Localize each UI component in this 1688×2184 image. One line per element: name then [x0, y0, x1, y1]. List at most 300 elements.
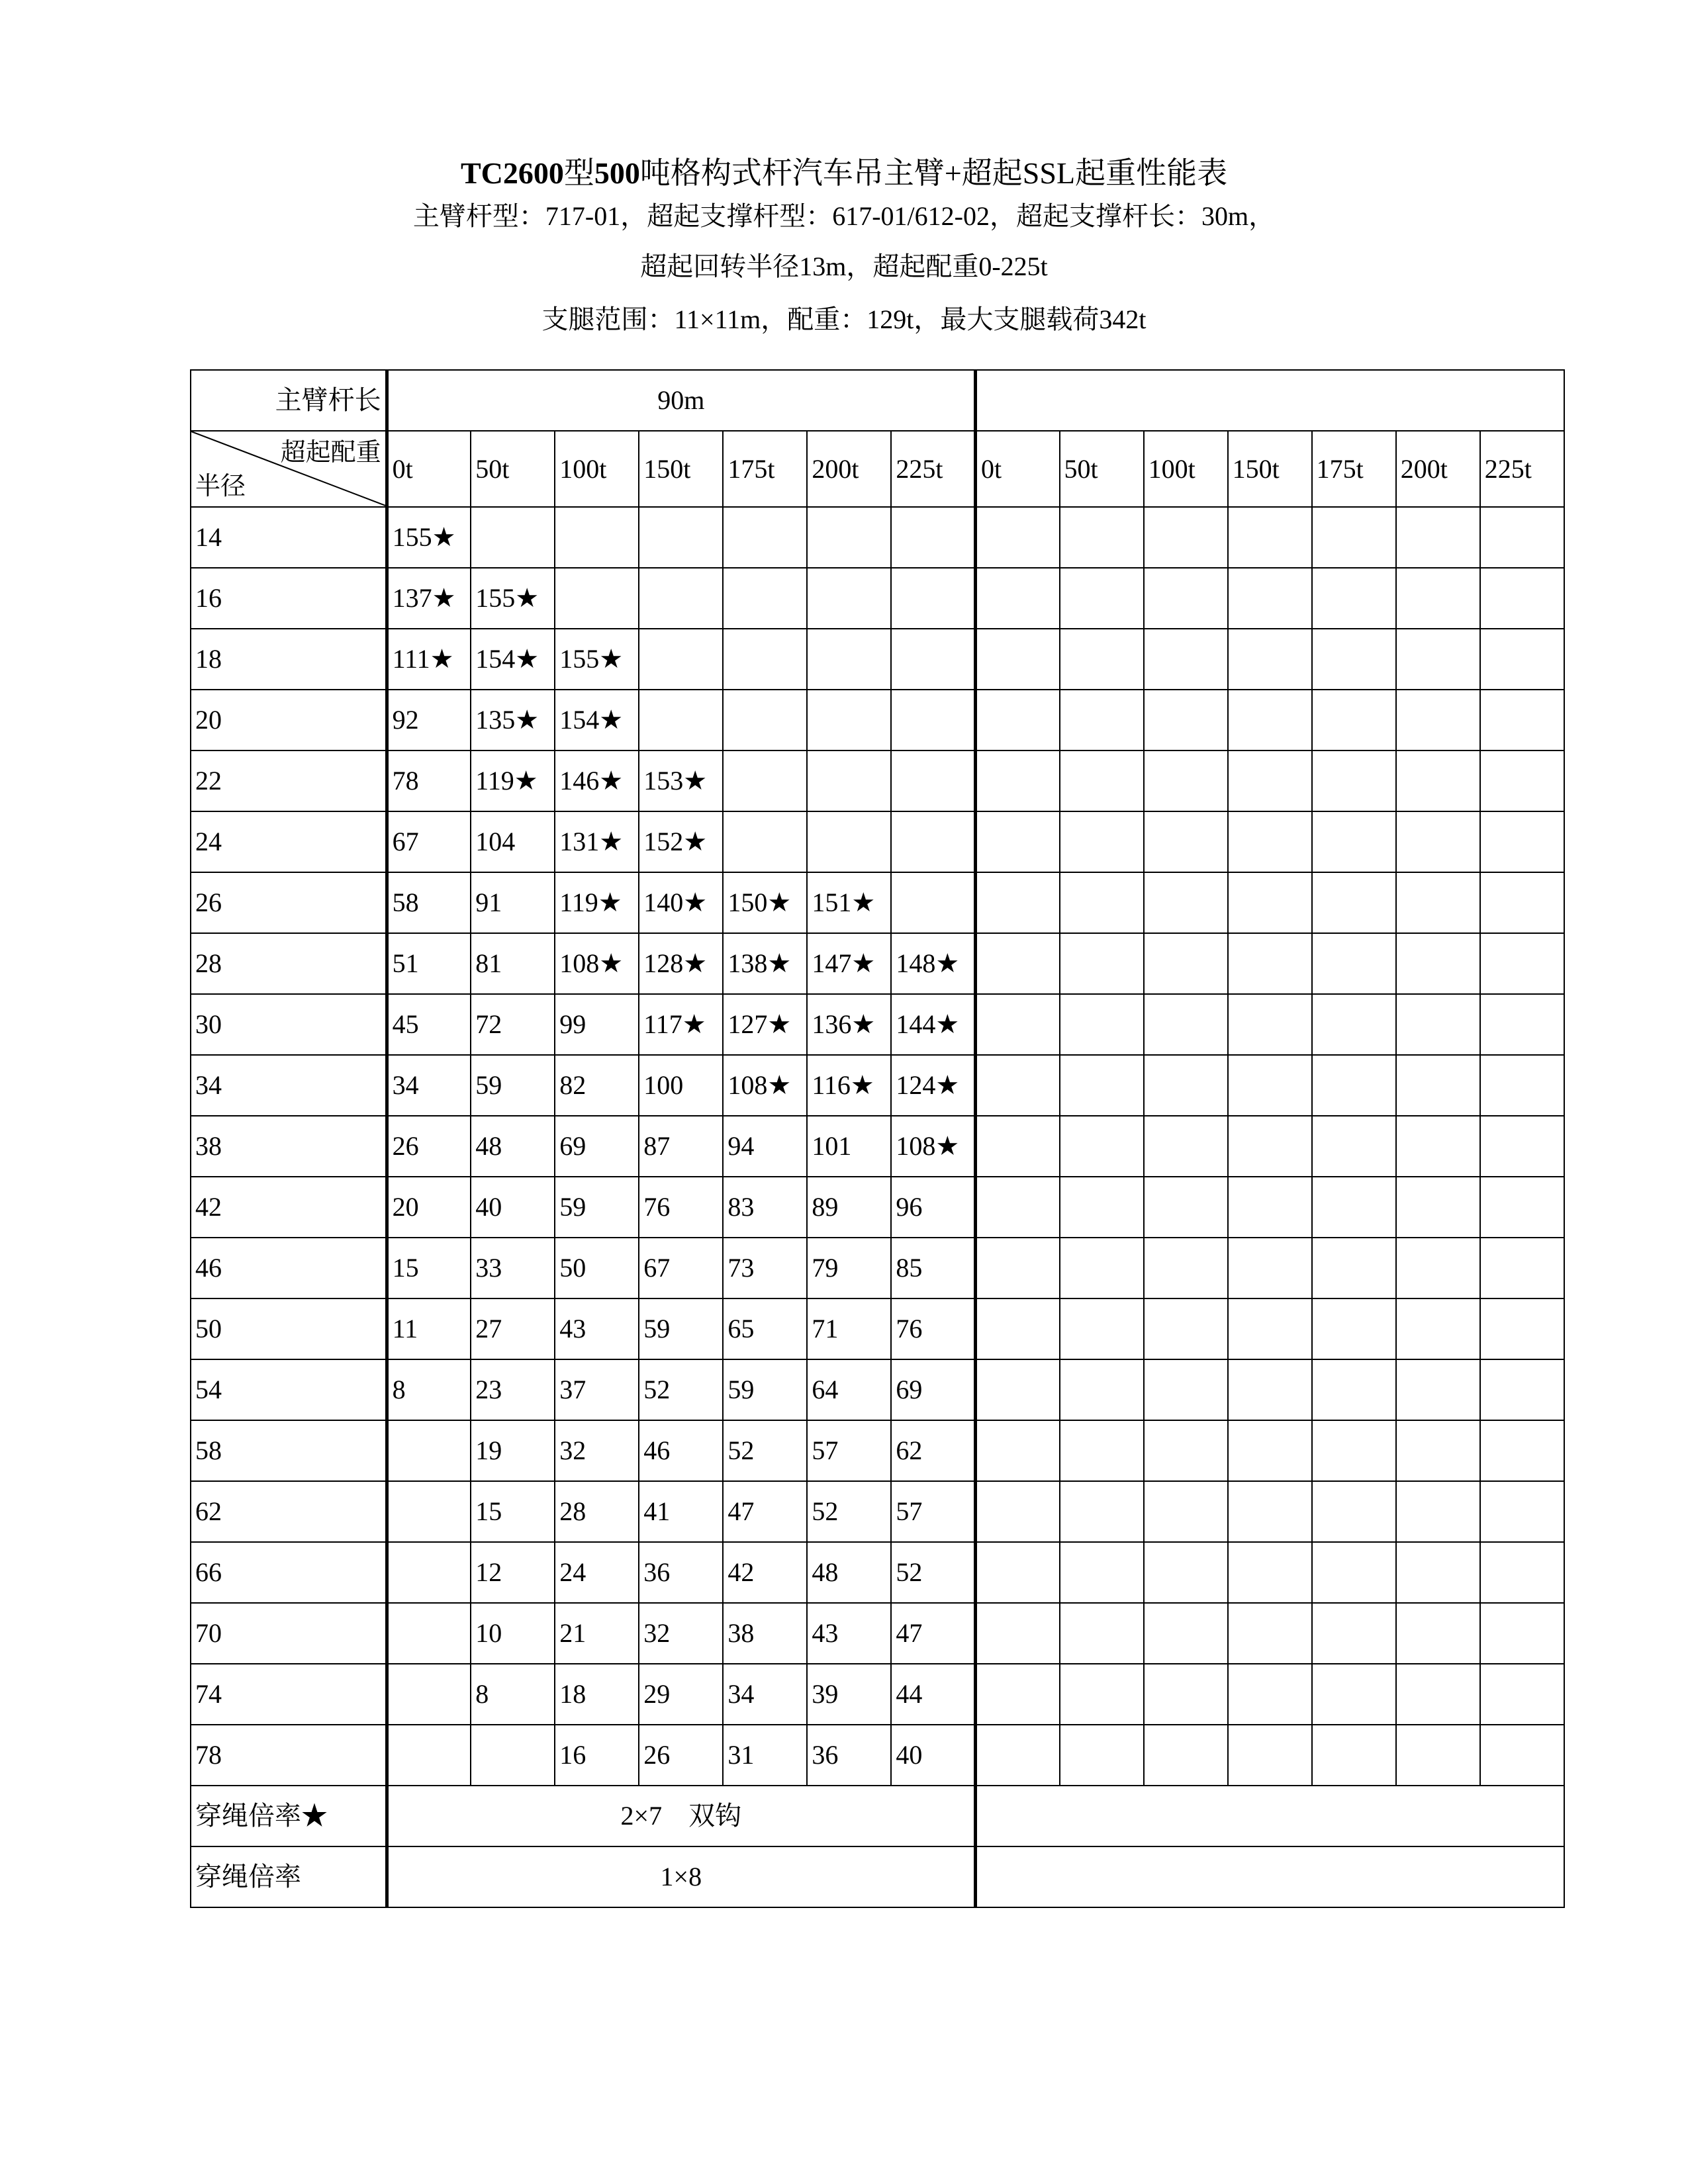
load-cell: 59: [639, 1298, 723, 1359]
load-cell: 40: [471, 1177, 555, 1238]
load-cell-empty: [1396, 1177, 1480, 1238]
load-cell-empty: [1144, 1664, 1228, 1725]
load-cell-empty: [1060, 1603, 1144, 1664]
load-cell-empty: [1228, 1420, 1312, 1481]
radius-cell: 18: [191, 629, 387, 690]
load-cell: 12: [471, 1542, 555, 1603]
load-cell-empty: [1312, 1664, 1396, 1725]
load-cell-empty: [1228, 568, 1312, 629]
load-cell: 155★: [387, 507, 471, 568]
load-cell-empty: [1312, 1116, 1396, 1177]
load-cell-empty: [1396, 629, 1480, 690]
load-cell: [807, 690, 891, 751]
load-cell-empty: [1144, 629, 1228, 690]
load-cell: [891, 811, 975, 872]
load-cell: [387, 1542, 471, 1603]
load-cell: 124★: [891, 1055, 975, 1116]
load-cell: 62: [891, 1420, 975, 1481]
load-cell-empty: [1144, 1359, 1228, 1420]
load-cell: [387, 1725, 471, 1786]
load-cell: 82: [555, 1055, 639, 1116]
load-cell: 15: [471, 1481, 555, 1542]
radius-cell: 70: [191, 1603, 387, 1664]
load-cell: 34: [387, 1055, 471, 1116]
load-cell: 104: [471, 811, 555, 872]
load-cell-empty: [1144, 1177, 1228, 1238]
load-cell: [807, 629, 891, 690]
load-cell-empty: [1060, 1359, 1144, 1420]
load-cell: 71: [807, 1298, 891, 1359]
load-cell-empty: [1144, 1238, 1228, 1298]
load-cell: 155★: [555, 629, 639, 690]
load-cell-empty: [1060, 1116, 1144, 1177]
load-cell: 26: [387, 1116, 471, 1177]
reeving-label: 穿绳倍率: [191, 1846, 387, 1907]
load-cell-empty: [1312, 751, 1396, 811]
load-cell: [555, 568, 639, 629]
radius-cell: 16: [191, 568, 387, 629]
table-row: [191, 1055, 1564, 1116]
load-cell-empty: [1228, 507, 1312, 568]
load-cell-empty: [975, 872, 1059, 933]
load-cell: 76: [891, 1298, 975, 1359]
load-cell-empty: [1312, 629, 1396, 690]
load-cell-empty: [975, 933, 1059, 994]
load-cell: 38: [723, 1603, 807, 1664]
load-cell-empty: [1228, 629, 1312, 690]
load-cell: 59: [471, 1055, 555, 1116]
load-cell: 94: [723, 1116, 807, 1177]
load-cell: 52: [723, 1420, 807, 1481]
load-cell-empty: [1228, 1542, 1312, 1603]
load-cell: 23: [471, 1359, 555, 1420]
subtitle-superlift-spec: 超起回转半径13m，超起配重0-225t: [640, 251, 1048, 281]
load-cell-empty: [1480, 1420, 1564, 1481]
radius-cell: 30: [191, 994, 387, 1055]
load-cell: 26: [639, 1725, 723, 1786]
load-cell-empty: [1060, 690, 1144, 751]
table-row: [191, 507, 1564, 568]
load-cell: [387, 1603, 471, 1664]
load-cell-empty: [1060, 811, 1144, 872]
reeving-star-label: 穿绳倍率★: [191, 1786, 387, 1846]
counterweight-header: 100t: [555, 431, 639, 507]
load-cell-empty: [1228, 811, 1312, 872]
load-cell-empty: [1396, 568, 1480, 629]
load-cell: 19: [471, 1420, 555, 1481]
corner-radius-label: 半径: [195, 473, 246, 500]
radius-cell: 74: [191, 1664, 387, 1725]
load-cell-empty: [975, 1359, 1059, 1420]
counterweight-header: 50t: [1060, 431, 1144, 507]
reeving-value: 1×8: [387, 1846, 975, 1907]
load-cell: 59: [555, 1177, 639, 1238]
load-cell: 36: [639, 1542, 723, 1603]
load-cell: 69: [891, 1359, 975, 1420]
load-cell-empty: [1228, 1481, 1312, 1542]
load-cell: 45: [387, 994, 471, 1055]
load-cell: 52: [891, 1542, 975, 1603]
load-cell-empty: [1480, 933, 1564, 994]
load-cell: 89: [807, 1177, 891, 1238]
load-cell: [555, 507, 639, 568]
load-cell: 85: [891, 1238, 975, 1298]
load-cell: 81: [471, 933, 555, 994]
load-cell-empty: [1144, 1420, 1228, 1481]
load-cell: 16: [555, 1725, 639, 1786]
load-cell-empty: [1312, 507, 1396, 568]
table-row: [191, 1298, 1564, 1359]
load-cell: [723, 751, 807, 811]
table-row: [191, 872, 1564, 933]
load-cell: 33: [471, 1238, 555, 1298]
load-cell-empty: [1060, 872, 1144, 933]
load-cell-empty: [1312, 1177, 1396, 1238]
table-row: [191, 629, 1564, 690]
load-cell-empty: [1480, 1542, 1564, 1603]
load-cell: 39: [807, 1664, 891, 1725]
reeving-star-value-right: [975, 1786, 1564, 1846]
load-cell: 148★: [891, 933, 975, 994]
load-cell: [891, 568, 975, 629]
load-cell-empty: [1228, 1664, 1312, 1725]
load-cell-empty: [1144, 1725, 1228, 1786]
load-cell: 76: [639, 1177, 723, 1238]
load-cell: [723, 811, 807, 872]
reeving-row: [191, 1846, 1564, 1907]
load-cell-empty: [1144, 1481, 1228, 1542]
load-cell-empty: [1060, 629, 1144, 690]
load-cell: 135★: [471, 690, 555, 751]
load-cell-empty: [1396, 994, 1480, 1055]
load-cell-empty: [975, 1177, 1059, 1238]
load-cell-empty: [1480, 507, 1564, 568]
load-cell-empty: [1312, 1725, 1396, 1786]
radius-cell: 46: [191, 1238, 387, 1298]
load-cell-empty: [1396, 1298, 1480, 1359]
load-cell-empty: [1312, 1298, 1396, 1359]
counterweight-header: 0t: [387, 431, 471, 507]
counterweight-header: 200t: [807, 431, 891, 507]
table-row: [191, 1359, 1564, 1420]
load-cell-empty: [1312, 1055, 1396, 1116]
load-cell-empty: [1312, 811, 1396, 872]
load-cell-empty: [1480, 1603, 1564, 1664]
load-cell: 91: [471, 872, 555, 933]
radius-cell: 62: [191, 1481, 387, 1542]
load-cell: 31: [723, 1725, 807, 1786]
load-cell-empty: [1312, 1481, 1396, 1542]
table-row: [191, 811, 1564, 872]
load-cell: 69: [555, 1116, 639, 1177]
radius-cell: 50: [191, 1298, 387, 1359]
load-cell-empty: [1144, 1603, 1228, 1664]
load-cell-empty: [975, 690, 1059, 751]
load-cell-empty: [1060, 1420, 1144, 1481]
load-cell-empty: [1060, 1542, 1144, 1603]
load-cell-empty: [1144, 994, 1228, 1055]
load-cell: 47: [723, 1481, 807, 1542]
load-cell-empty: [1228, 1603, 1312, 1664]
load-cell-empty: [1060, 1055, 1144, 1116]
radius-cell: 66: [191, 1542, 387, 1603]
load-cell: 101: [807, 1116, 891, 1177]
load-cell: [807, 751, 891, 811]
load-cell: 116★: [807, 1055, 891, 1116]
load-cell: 111★: [387, 629, 471, 690]
load-cell: 78: [387, 751, 471, 811]
load-cell-empty: [1060, 1238, 1144, 1298]
load-cell-empty: [1480, 1481, 1564, 1542]
load-cell: 65: [723, 1298, 807, 1359]
table-row: [191, 1542, 1564, 1603]
load-cell-empty: [1144, 933, 1228, 994]
load-cell-empty: [1228, 1725, 1312, 1786]
load-cell: 87: [639, 1116, 723, 1177]
load-cell: [471, 1725, 555, 1786]
load-cell-empty: [975, 1481, 1059, 1542]
load-cell: [807, 811, 891, 872]
load-cell: 72: [471, 994, 555, 1055]
counterweight-header: 150t: [1228, 431, 1312, 507]
load-cell-empty: [1144, 507, 1228, 568]
load-cell-empty: [1480, 751, 1564, 811]
load-cell-empty: [1060, 1481, 1144, 1542]
load-cell: [639, 629, 723, 690]
table-row: [191, 933, 1564, 994]
radius-cell: 54: [191, 1359, 387, 1420]
load-cell: 48: [471, 1116, 555, 1177]
counterweight-header-row: [191, 431, 1564, 507]
load-cell-empty: [1060, 568, 1144, 629]
table-row: [191, 1664, 1564, 1725]
load-cell-empty: [975, 1664, 1059, 1725]
load-cell: 147★: [807, 933, 891, 994]
load-cell: 43: [807, 1603, 891, 1664]
load-cell: 99: [555, 994, 639, 1055]
load-cell-empty: [1312, 872, 1396, 933]
load-cell: 58: [387, 872, 471, 933]
counterweight-header: 225t: [1480, 431, 1564, 507]
load-cell: 144★: [891, 994, 975, 1055]
load-cell: [639, 507, 723, 568]
load-cell: 57: [807, 1420, 891, 1481]
load-cell: 43: [555, 1298, 639, 1359]
load-cell: 108★: [723, 1055, 807, 1116]
radius-cell: 24: [191, 811, 387, 872]
boom-length-value: 90m: [387, 370, 975, 431]
load-cell: [639, 568, 723, 629]
load-cell-empty: [975, 568, 1059, 629]
load-cell: 119★: [471, 751, 555, 811]
load-cell: 128★: [639, 933, 723, 994]
load-cell-empty: [1144, 1298, 1228, 1359]
load-cell-empty: [1228, 994, 1312, 1055]
load-cell: 46: [639, 1420, 723, 1481]
load-cell-empty: [1144, 690, 1228, 751]
counterweight-header: 200t: [1396, 431, 1480, 507]
load-cell-empty: [1396, 1664, 1480, 1725]
load-cell-empty: [1396, 1542, 1480, 1603]
load-cell-empty: [1396, 1116, 1480, 1177]
load-cell: 40: [891, 1725, 975, 1786]
load-cell: 32: [555, 1420, 639, 1481]
load-cell-empty: [975, 507, 1059, 568]
counterweight-header: 100t: [1144, 431, 1228, 507]
load-cell-empty: [1480, 1664, 1564, 1725]
radius-cell: 58: [191, 1420, 387, 1481]
load-cell-empty: [975, 629, 1059, 690]
reeving-value-right: [975, 1846, 1564, 1907]
load-cell-empty: [1396, 1725, 1480, 1786]
load-cell-empty: [1144, 1116, 1228, 1177]
load-cell-empty: [1312, 690, 1396, 751]
radius-cell: 20: [191, 690, 387, 751]
load-cell: 10: [471, 1603, 555, 1664]
load-cell: [807, 568, 891, 629]
load-cell: 131★: [555, 811, 639, 872]
load-cell-empty: [1480, 1725, 1564, 1786]
radius-cell: 78: [191, 1725, 387, 1786]
load-cell-empty: [1060, 933, 1144, 994]
load-cell: 64: [807, 1359, 891, 1420]
load-cell: 138★: [723, 933, 807, 994]
table-row: [191, 690, 1564, 751]
load-cell-empty: [1396, 507, 1480, 568]
load-cell-empty: [1060, 994, 1144, 1055]
load-cell: 146★: [555, 751, 639, 811]
table-row: [191, 1177, 1564, 1238]
load-cell-empty: [1480, 1055, 1564, 1116]
load-cell: 50: [555, 1238, 639, 1298]
load-cell-empty: [1060, 1664, 1144, 1725]
load-cell-empty: [1480, 872, 1564, 933]
load-cell: 136★: [807, 994, 891, 1055]
load-cell: 34: [723, 1664, 807, 1725]
load-cell: 152★: [639, 811, 723, 872]
load-chart-table: [190, 369, 1565, 1908]
load-cell: 108★: [891, 1116, 975, 1177]
reeving-star-value: 2×7 双钩: [387, 1786, 975, 1846]
load-cell: [387, 1481, 471, 1542]
load-cell: [891, 507, 975, 568]
load-cell-empty: [1396, 872, 1480, 933]
load-cell-empty: [1480, 811, 1564, 872]
load-cell: 37: [555, 1359, 639, 1420]
load-cell: 18: [555, 1664, 639, 1725]
load-cell-empty: [1480, 690, 1564, 751]
load-cell-empty: [975, 1542, 1059, 1603]
table-row: [191, 1603, 1564, 1664]
load-cell: 155★: [471, 568, 555, 629]
load-cell: 28: [555, 1481, 639, 1542]
load-cell: 119★: [555, 872, 639, 933]
load-cell-empty: [975, 994, 1059, 1055]
load-cell-empty: [1396, 1238, 1480, 1298]
load-cell: 137★: [387, 568, 471, 629]
load-cell: 47: [891, 1603, 975, 1664]
load-cell-empty: [1480, 1359, 1564, 1420]
load-cell: 57: [891, 1481, 975, 1542]
radius-cell: 28: [191, 933, 387, 994]
load-cell: 108★: [555, 933, 639, 994]
load-cell: [723, 690, 807, 751]
boom-length-value-right: [975, 370, 1564, 431]
load-cell: 52: [807, 1481, 891, 1542]
page-title: TC2600型500吨格构式杆汽车吊主臂+超起SSL起重性能表: [460, 156, 1228, 190]
load-cell: 8: [471, 1664, 555, 1725]
radius-cell: 42: [191, 1177, 387, 1238]
counterweight-header: 175t: [723, 431, 807, 507]
subtitle-outrigger-spec: 支腿范围：11×11m，配重：129t，最大支腿载荷342t: [541, 304, 1147, 334]
load-cell: [891, 751, 975, 811]
load-cell-empty: [1228, 690, 1312, 751]
load-cell-empty: [1312, 933, 1396, 994]
load-cell: 117★: [639, 994, 723, 1055]
load-cell-empty: [1312, 1420, 1396, 1481]
table-row: [191, 1116, 1564, 1177]
load-cell-empty: [975, 811, 1059, 872]
load-cell: 154★: [471, 629, 555, 690]
load-cell: 36: [807, 1725, 891, 1786]
load-cell-empty: [1228, 1177, 1312, 1238]
load-cell-empty: [1228, 1055, 1312, 1116]
load-cell-empty: [975, 1420, 1059, 1481]
load-cell-empty: [1312, 1603, 1396, 1664]
table-row: [191, 994, 1564, 1055]
load-cell-empty: [1144, 811, 1228, 872]
load-cell-empty: [1228, 933, 1312, 994]
load-cell-empty: [1312, 994, 1396, 1055]
load-cell: 21: [555, 1603, 639, 1664]
load-cell-empty: [1060, 1177, 1144, 1238]
load-cell: 20: [387, 1177, 471, 1238]
table-row: [191, 1725, 1564, 1786]
load-cell-empty: [1480, 994, 1564, 1055]
radius-cell: 22: [191, 751, 387, 811]
load-cell: 51: [387, 933, 471, 994]
load-cell-empty: [1228, 1116, 1312, 1177]
load-cell: [639, 690, 723, 751]
load-cell-empty: [1480, 1238, 1564, 1298]
load-cell-empty: [1312, 1238, 1396, 1298]
load-cell: 153★: [639, 751, 723, 811]
load-cell-empty: [1312, 1359, 1396, 1420]
load-cell: 11: [387, 1298, 471, 1359]
load-cell-empty: [1480, 568, 1564, 629]
load-cell-empty: [1396, 933, 1480, 994]
radius-cell: 34: [191, 1055, 387, 1116]
load-cell: 79: [807, 1238, 891, 1298]
load-cell: [387, 1664, 471, 1725]
load-cell-empty: [1228, 1238, 1312, 1298]
load-cell: 127★: [723, 994, 807, 1055]
load-cell-empty: [1060, 751, 1144, 811]
load-cell-empty: [1480, 1298, 1564, 1359]
load-cell-empty: [1144, 568, 1228, 629]
counterweight-header: 50t: [471, 431, 555, 507]
load-cell: 96: [891, 1177, 975, 1238]
load-cell-empty: [1228, 1298, 1312, 1359]
load-cell: [723, 507, 807, 568]
load-cell: 24: [555, 1542, 639, 1603]
radius-cell: 14: [191, 507, 387, 568]
load-cell-empty: [975, 1298, 1059, 1359]
load-cell: 29: [639, 1664, 723, 1725]
load-cell: 92: [387, 690, 471, 751]
table-row: [191, 1420, 1564, 1481]
load-cell: [807, 507, 891, 568]
